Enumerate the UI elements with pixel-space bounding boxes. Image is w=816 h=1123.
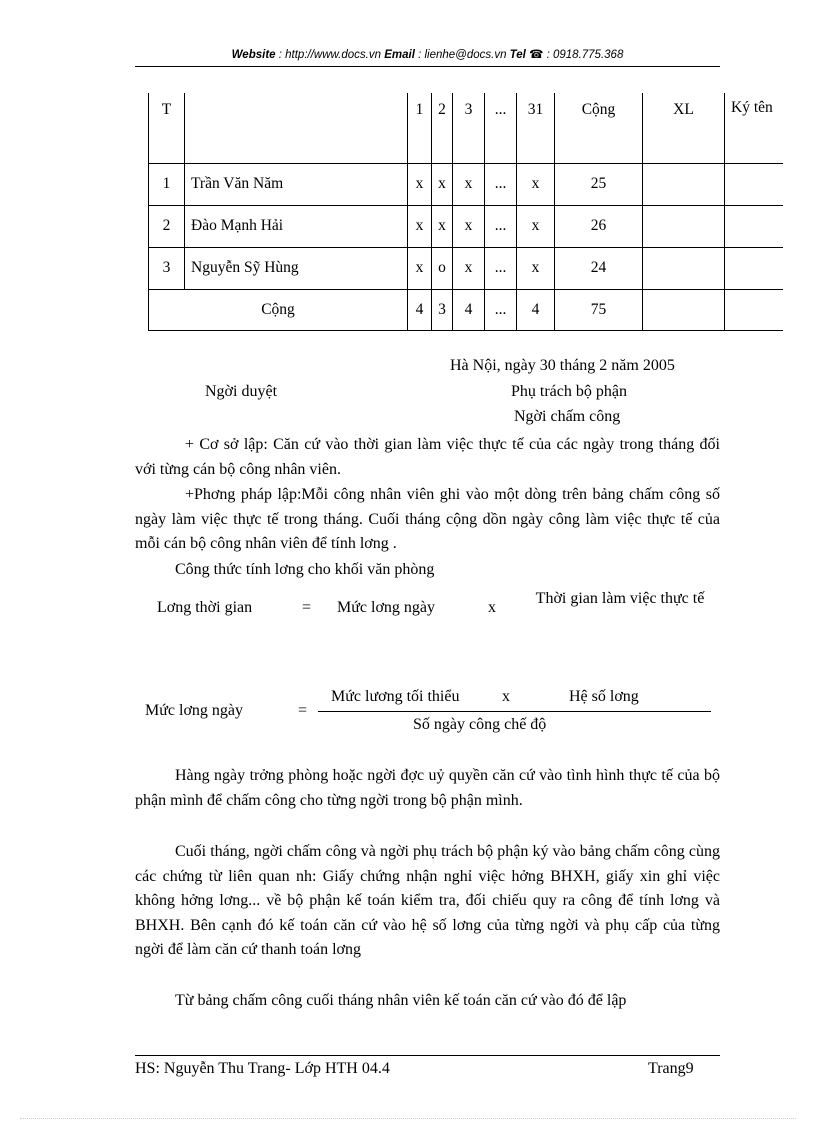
formula-intro: Công thức tính lơng cho khối văn phòng — [175, 561, 435, 578]
formula1-term2: Thời gian làm việc thực tế — [535, 590, 705, 607]
table-cell: o — [432, 247, 453, 289]
table-cell: x — [432, 163, 453, 205]
paragraph-3: Từ bảng chấm công cuối tháng nhân viên kế toán căn cứ vào đó để lập — [175, 992, 627, 1009]
tel-label: Tel — [509, 49, 526, 61]
table-cell: x — [408, 205, 432, 247]
table-cell: x — [453, 163, 485, 205]
approver-label: Ngời duyệt — [205, 383, 278, 400]
method-paragraph: +Phơng pháp lập:Mỗi công nhân viên ghi vào một dòng trên bảng chấm công số ngày làm việc thực tế trong tháng. Cuối tháng cộng dồn ngày công làm việc thực tế của mỗi cán bộ công nhân viên để tính lơng . — [135, 486, 720, 552]
table-cell-total: 25 — [555, 163, 643, 205]
formula2-times: x — [502, 688, 510, 705]
table-cell-name: Đào Mạnh Hải — [185, 205, 408, 247]
total-row-label: Cộng — [149, 289, 408, 330]
table-cell: x — [408, 247, 432, 289]
formula1-times: x — [488, 599, 496, 616]
formula1-equals: = — [302, 599, 312, 616]
footer-rule — [135, 1055, 720, 1056]
table-row — [149, 205, 783, 247]
header-cell-stt: T — [149, 93, 185, 163]
table-cell: 4 — [408, 289, 432, 330]
table-cell: x — [517, 247, 555, 289]
table-cell: ... — [485, 163, 517, 205]
dept-head-label: Phụ trách bộ phận — [511, 383, 627, 400]
table-row — [149, 247, 783, 289]
table-total-row — [149, 289, 783, 330]
grand-total: 75 — [555, 289, 643, 330]
table-cell: ... — [485, 247, 517, 289]
email-address[interactable]: : lienhe@docs.vn — [414, 49, 510, 61]
table-cell-name: Trần Văn Năm — [185, 163, 408, 205]
table-cell: 2 — [149, 205, 185, 247]
table-cell-total: 24 — [555, 247, 643, 289]
header-cell-total: Cộng — [555, 93, 643, 163]
website-label: Website — [231, 49, 276, 61]
header-cell-name — [185, 93, 408, 163]
formula2-lhs: Mức lơng ngày — [145, 702, 244, 719]
table-cell: 3 — [149, 247, 185, 289]
header-cell-day-1: 1 — [408, 93, 432, 163]
table-cell: x — [453, 247, 485, 289]
formula2-numerator-2: Hệ số lơng — [569, 688, 639, 705]
page-edge — [20, 1118, 796, 1119]
table-cell-total: 26 — [555, 205, 643, 247]
table-cell: 1 — [149, 163, 185, 205]
header-rule — [135, 66, 720, 67]
attendance-table — [148, 93, 783, 331]
footer-page-number: Trang9 — [648, 1060, 694, 1077]
formula2-equals: = — [298, 702, 308, 719]
table-cell — [725, 205, 783, 247]
formula2-denominator: Số ngày công chế độ — [413, 716, 547, 733]
table-cell: x — [453, 205, 485, 247]
table-cell — [643, 205, 725, 247]
paragraph-2: Cuối tháng, ngời chấm công và ngời phụ trách bộ phận ký vào bảng chấm công cùng các chứng từ liên quan nh: Giấy chứng nhận nghỉ việc hởng BHXH, giấy xin ghỉ việc không hởng lơng... về bộ phận kế toán kiểm tra, đối chiếu quy ra công để tính lơng và BHXH. Bên cạnh đó kế toán căn cứ vào hệ số lơng của từng ngời và phụ cấp của từng ngời để làm căn cứ thanh toán lơng — [135, 843, 720, 958]
table-cell: 3 — [432, 289, 453, 330]
header-cell-day-3: 3 — [453, 93, 485, 163]
table-cell-name: Nguyễn Sỹ Hùng — [185, 247, 408, 289]
formula1-lhs: Lơng thời gian — [157, 599, 253, 616]
table-cell: x — [432, 205, 453, 247]
page-header — [135, 47, 720, 61]
table-cell — [643, 247, 725, 289]
table-cell — [643, 289, 725, 330]
table-row — [149, 163, 783, 205]
table-cell: x — [408, 163, 432, 205]
table-cell — [725, 247, 783, 289]
phone-number: : 0918.775.368 — [543, 49, 624, 61]
header-cell-rating: XL — [643, 93, 725, 163]
table-cell: ... — [485, 205, 517, 247]
table-header-row — [149, 93, 783, 163]
phone-icon: ☎ — [529, 49, 544, 61]
table-cell: 4 — [517, 289, 555, 330]
paragraph-1: Hàng ngày trởng phòng hoặc ngời đợc uỷ quyền căn cứ vào tình hình thực tế của bộ phận mình để chấm công cho từng ngời trong bộ phận mình. — [135, 767, 720, 809]
header-cell-ellipsis: ... — [485, 93, 517, 163]
email-label: Email — [384, 49, 415, 61]
fraction-rule — [318, 711, 711, 712]
table-cell: x — [517, 205, 555, 247]
header-cell-signature: Ký tên — [725, 93, 783, 163]
header-cell-day-31: 31 — [517, 93, 555, 163]
table-cell — [725, 163, 783, 205]
table-cell: 4 — [453, 289, 485, 330]
header-cell-day-2: 2 — [432, 93, 453, 163]
timekeeper-label: Ngời chấm công — [514, 408, 621, 425]
basis-paragraph: + Cơ sở lập: Căn cứ vào thời gian làm việc thực tế của các ngày trong tháng đối với từng cán bộ công nhân viên. — [135, 436, 720, 478]
table-cell — [725, 289, 783, 330]
footer-author: HS: Nguyễn Thu Trang- Lớp HTH 04.4 — [135, 1060, 390, 1077]
table-cell: ... — [485, 289, 517, 330]
place-date: Hà Nội, ngày 30 tháng 2 năm 2005 — [450, 357, 675, 374]
website-url[interactable]: : http://www.docs.vn — [275, 49, 385, 61]
table-cell: x — [517, 163, 555, 205]
formula2-numerator-1: Mức lương tối thiểu — [331, 688, 460, 705]
table-cell — [643, 163, 725, 205]
formula1-term1: Mức lơng ngày — [337, 599, 436, 616]
